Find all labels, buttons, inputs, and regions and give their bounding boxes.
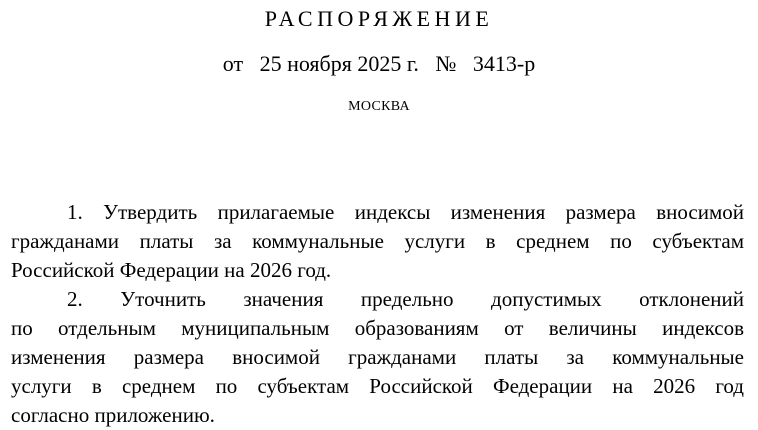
paragraph-1: [11, 198, 744, 285]
paragraph-2-line-5: согласно приложению.: [11, 403, 215, 427]
paragraph-2-line-4: услуги в среднем по субъектам Российской Федерации на 2026 год: [11, 374, 744, 398]
paragraph-2-line-3: изменения размера вносимой гражданами платы за коммунальные: [11, 345, 744, 369]
paragraph-1-line-3: Российской Федерации на 2026 год.: [11, 258, 332, 282]
document-date: 25 ноября 2025 г.: [259, 51, 419, 76]
document-number: 3413-р: [472, 51, 536, 76]
paragraph-1-number: 1.: [67, 200, 83, 224]
date-prefix: от: [222, 51, 244, 76]
paragraph-1-line-1: Утвердить прилагаемые индексы изменения размера вносимой: [103, 200, 744, 224]
document-type-title: РАСПОРЯЖЕНИЕ: [264, 6, 494, 31]
document-body: [11, 198, 744, 430]
paragraph-2: [11, 285, 744, 430]
paragraph-2-number: 2.: [67, 287, 83, 311]
document-date-line: [0, 51, 758, 77]
paragraph-2-line-1: Уточнить значения предельно допустимых отклонений: [120, 287, 745, 311]
paragraph-2-line-2: по отдельным муниципальным образованиям от величины индексов: [11, 316, 744, 340]
document-city: МОСКВА: [348, 99, 410, 114]
number-sign: №: [435, 51, 457, 76]
paragraph-1-line-2: гражданами платы за коммунальные услуги в среднем по субъектам: [11, 229, 744, 253]
